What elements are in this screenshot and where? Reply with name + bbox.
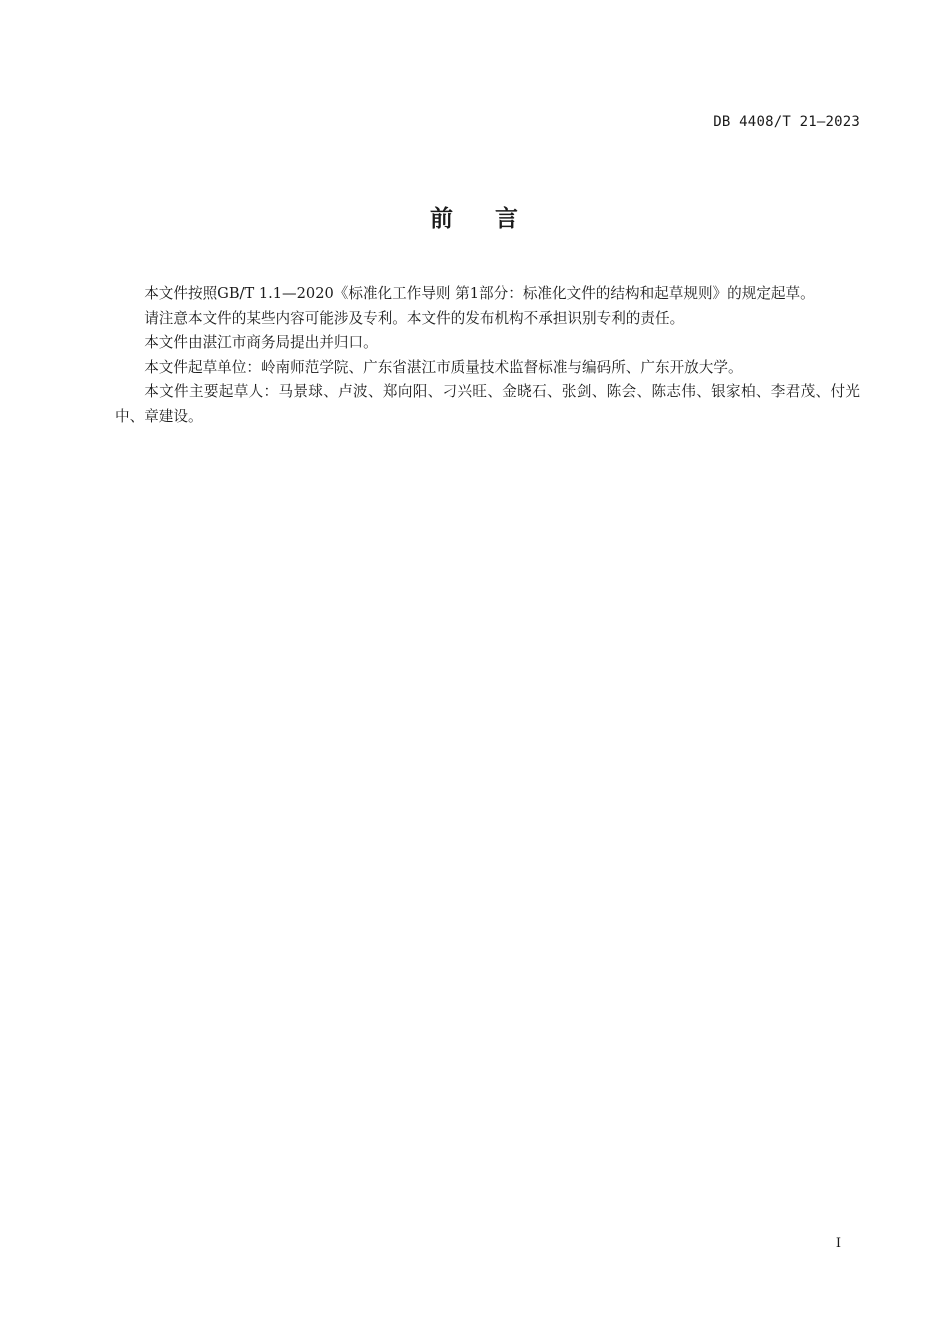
paragraph-proposer: 本文件由湛江市商务局提出并归口。 [144,334,378,351]
page-number: I [835,1236,841,1251]
preface-body [115,282,860,429]
paragraph-drafting-basis: 本文件按照GB/T 1.1—2020《标准化工作导则 第1部分：标准化文件的结构和起草规则》的规定起草。 [144,285,815,302]
document-code: DB 4408/T 21—2023 [713,114,860,130]
paragraph-drafting-units: 本文件起草单位：岭南师范学院、广东省湛江市质量技术监督标准与编码所、广东开放大学。 [144,358,743,376]
paragraph-patent-notice: 请注意本文件的某些内容可能涉及专利。本文件的发布机构不承担识别专利的责任。 [144,309,685,327]
paragraph-drafters: 本文件主要起草人：马景球、卢波、郑向阳、刁兴旺、金晓石、张剑、陈会、陈志伟、银家柏、李君茂、付光中、章建设。 [115,383,860,425]
page-title: 前 言 [429,206,521,232]
